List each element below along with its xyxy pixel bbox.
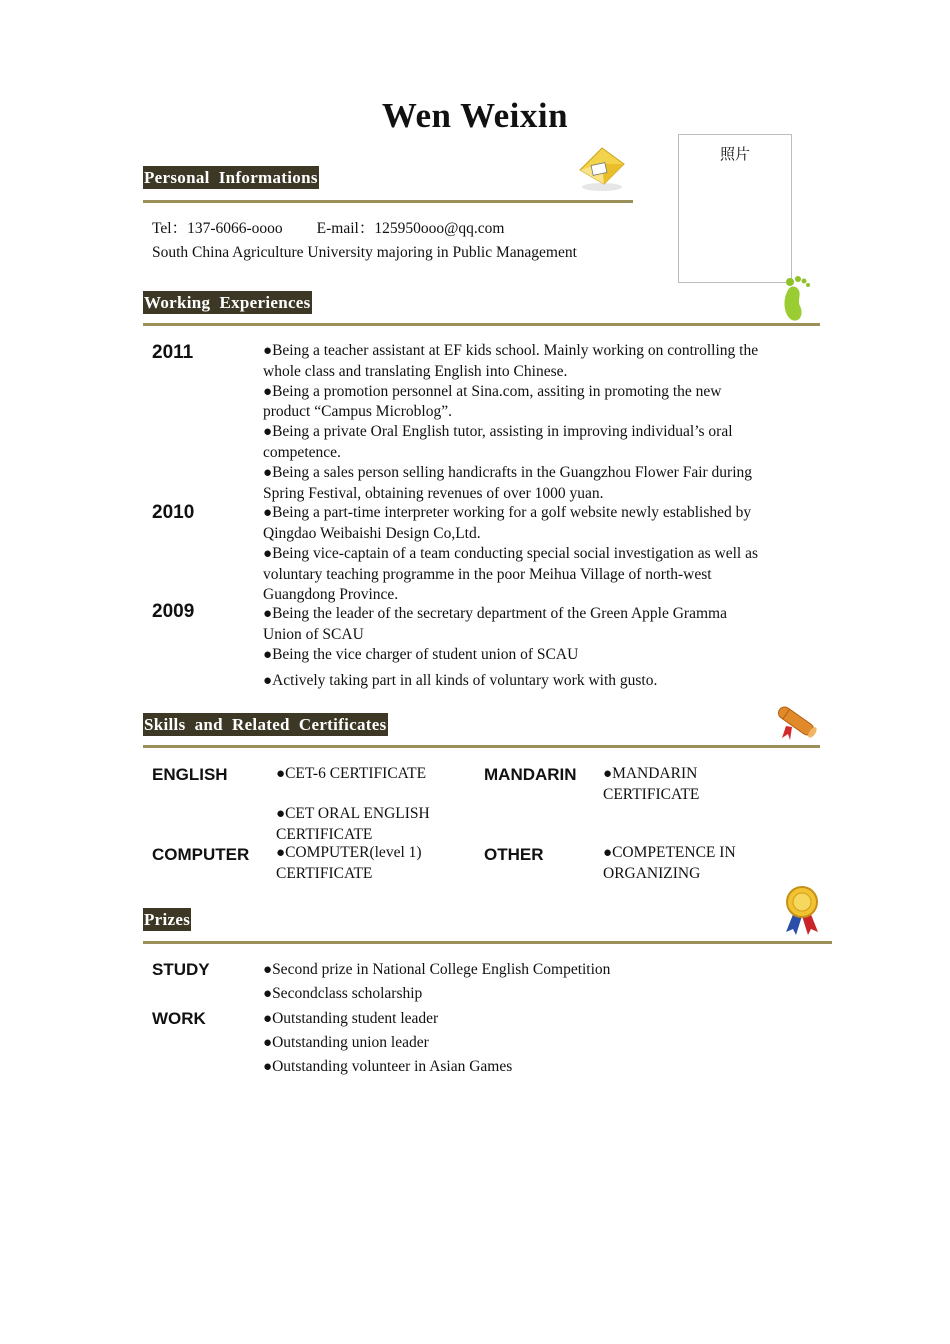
section-title-personal: Personal Informations [144, 168, 318, 187]
work-item: ● Being a private Oral English tutor, assisting in improving individual’s oral competence. [263, 422, 823, 463]
section-rule-personal [143, 200, 633, 203]
skill-label-english: ENGLISH [152, 765, 228, 784]
prize-item: ● Outstanding union leader [263, 1031, 610, 1055]
bullet-icon [263, 672, 272, 689]
bullet-icon [276, 765, 285, 782]
year-label: 2010 [152, 502, 195, 523]
bullet-icon [603, 765, 612, 782]
skill-item: ● MANDARIN CERTIFICATE [603, 764, 699, 805]
phone-text: Tel：137-6066-oooo [152, 220, 283, 237]
work-item: ● Being the leader of the secretary department of the Green Apple Gramma Union of SCAU [263, 604, 823, 645]
resume-name: Wen Weixin [381, 96, 569, 135]
year-label: 2011 [152, 342, 194, 363]
bullet-icon [263, 423, 272, 440]
bullet-icon [263, 1058, 272, 1075]
bullet-icon [603, 844, 612, 861]
skill-label-other: OTHER [484, 845, 544, 864]
section-rule-prizes [143, 941, 832, 944]
section-title-work: Working Experiences [144, 293, 311, 312]
prize-item: ● Outstanding volunteer in Asian Games [263, 1055, 610, 1079]
work-item: ● Being a sales person selling handicrafts in the Guangzhou Flower Fair during Spring Festival, obtaining revenues of over 1000 yuan. [263, 463, 823, 504]
footprint-icon [778, 274, 814, 324]
skill-label-mandarin: MANDARIN [484, 765, 577, 784]
bullet-icon [263, 342, 272, 359]
bullet-icon [263, 464, 272, 481]
bullet-icon [263, 646, 272, 663]
bullet-icon [276, 844, 285, 861]
skill-label-computer: COMPUTER [152, 845, 250, 864]
photo-placeholder [678, 134, 792, 283]
work-item: ● Actively taking part in all kinds of voluntary work with gusto. [263, 671, 823, 692]
bullet-icon [263, 605, 272, 622]
section-title-skills: Skills and Related Certificates [144, 715, 387, 734]
email-text: E-mail：125950ooo@qq.com [316, 220, 505, 237]
diploma-icon [770, 700, 822, 742]
section-rule-skills [143, 745, 820, 748]
work-item: ● Being vice-captain of a team conducting special social investigation as well as voluntary teaching programme in the poor Meihua Village of north-west Guangdong Province. [263, 544, 823, 604]
skill-item: ● CET ORAL ENGLISH CERTIFICATE [276, 804, 430, 845]
bullet-icon [263, 961, 272, 978]
prize-label-work: WORK [152, 1009, 206, 1028]
envelope-icon [576, 142, 628, 194]
bullet-icon [263, 985, 272, 1002]
bullet-icon [263, 1010, 272, 1027]
bullet-icon [263, 1034, 272, 1051]
work-list [263, 341, 823, 692]
bullet-icon [263, 504, 272, 521]
skill-item: ● COMPUTER(level 1) CERTIFICATE [276, 843, 422, 884]
photo-label: 照片 [719, 147, 750, 163]
skill-item: ● COMPETENCE IN ORGANIZING [603, 843, 736, 884]
prize-label-study: STUDY [152, 960, 210, 979]
bullet-icon [263, 383, 272, 400]
work-item: ● Being a teacher assistant at EF kids school. Mainly working on controlling the whole class and translating English into Chinese. [263, 341, 823, 382]
section-title-prizes: Prizes [144, 910, 191, 929]
prize-item: ● Secondclass scholarship [263, 982, 610, 1006]
section-rule-work [143, 323, 820, 326]
work-item: ● Being the vice charger of student union of SCAU [263, 645, 823, 666]
personal-contact-line [152, 219, 504, 239]
medal-icon [782, 884, 822, 936]
bullet-icon [276, 805, 285, 822]
bullet-icon [263, 545, 272, 562]
work-item: ● Being a part-time interpreter working for a golf website newly established by Qingdao Weibaishi Design Co,Ltd. [263, 503, 823, 544]
work-item: ● Being a promotion personnel at Sina.com, assiting in promoting the new product “Campus Microblog”. [263, 382, 823, 423]
prize-list [263, 958, 610, 1079]
prize-item: ● Second prize in National College English Competition [263, 958, 610, 982]
skill-item: ● CET-6 CERTIFICATE [276, 764, 426, 785]
school-text: South China Agriculture University majoring in Public Management [152, 244, 577, 261]
prize-item: ● Outstanding student leader [263, 1007, 610, 1031]
year-label: 2009 [152, 601, 195, 622]
